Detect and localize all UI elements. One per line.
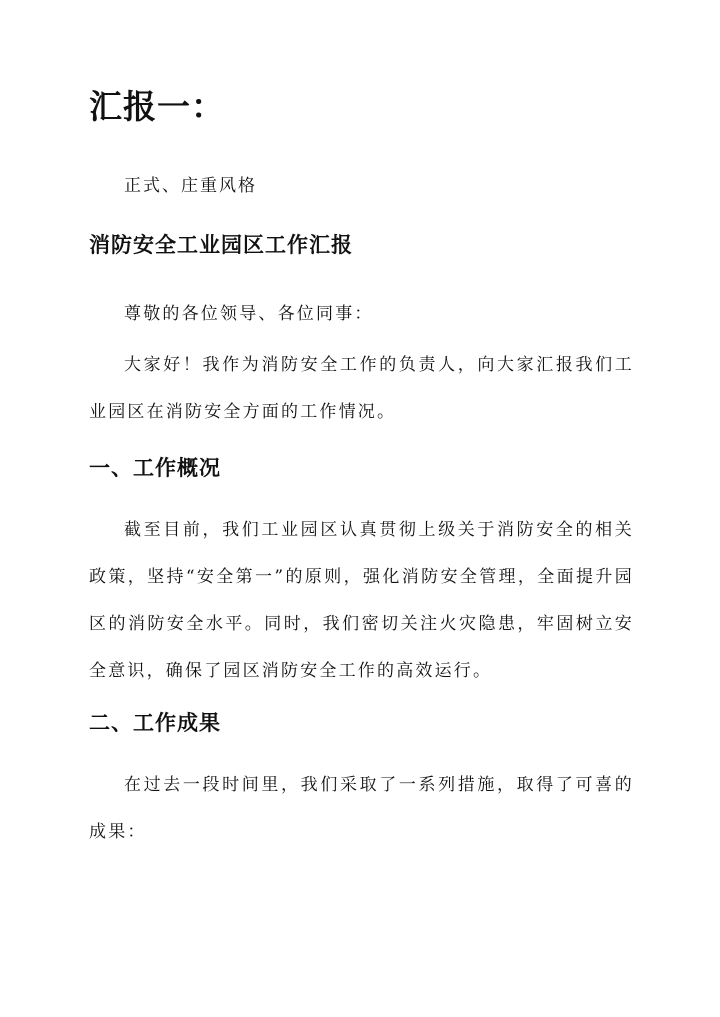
section-heading-overview: 一、工作概况 (89, 455, 221, 480)
section-body-results: 在过去一段时间里，我们采取了一系列措施，取得了可喜的成果： (89, 775, 634, 842)
greeting-paragraph: 尊敬的各位领导、各位同事： (124, 304, 374, 324)
section-heading-results: 二、工作成果 (89, 710, 221, 735)
intro-paragraph: 大家好！我作为消防安全工作的负责人，向大家汇报我们工业园区在消防安全方面的工作情况。 (89, 355, 634, 422)
report-title: 消防安全工业园区工作汇报 (89, 232, 353, 257)
style-note: 正式、庄重风格 (124, 176, 257, 196)
main-title: 汇报一： (89, 87, 225, 126)
section-body-overview: 截至目前，我们工业园区认真贯彻上级关于消防安全的相关政策，坚持“安全第一”的原则，强化消防安全管理，全面提升园区的消防安全水平。同时，我们密切关注火灾隐患，牢固树立安全意识，确保了园区消防安全工作的高效运行。 (89, 520, 634, 681)
